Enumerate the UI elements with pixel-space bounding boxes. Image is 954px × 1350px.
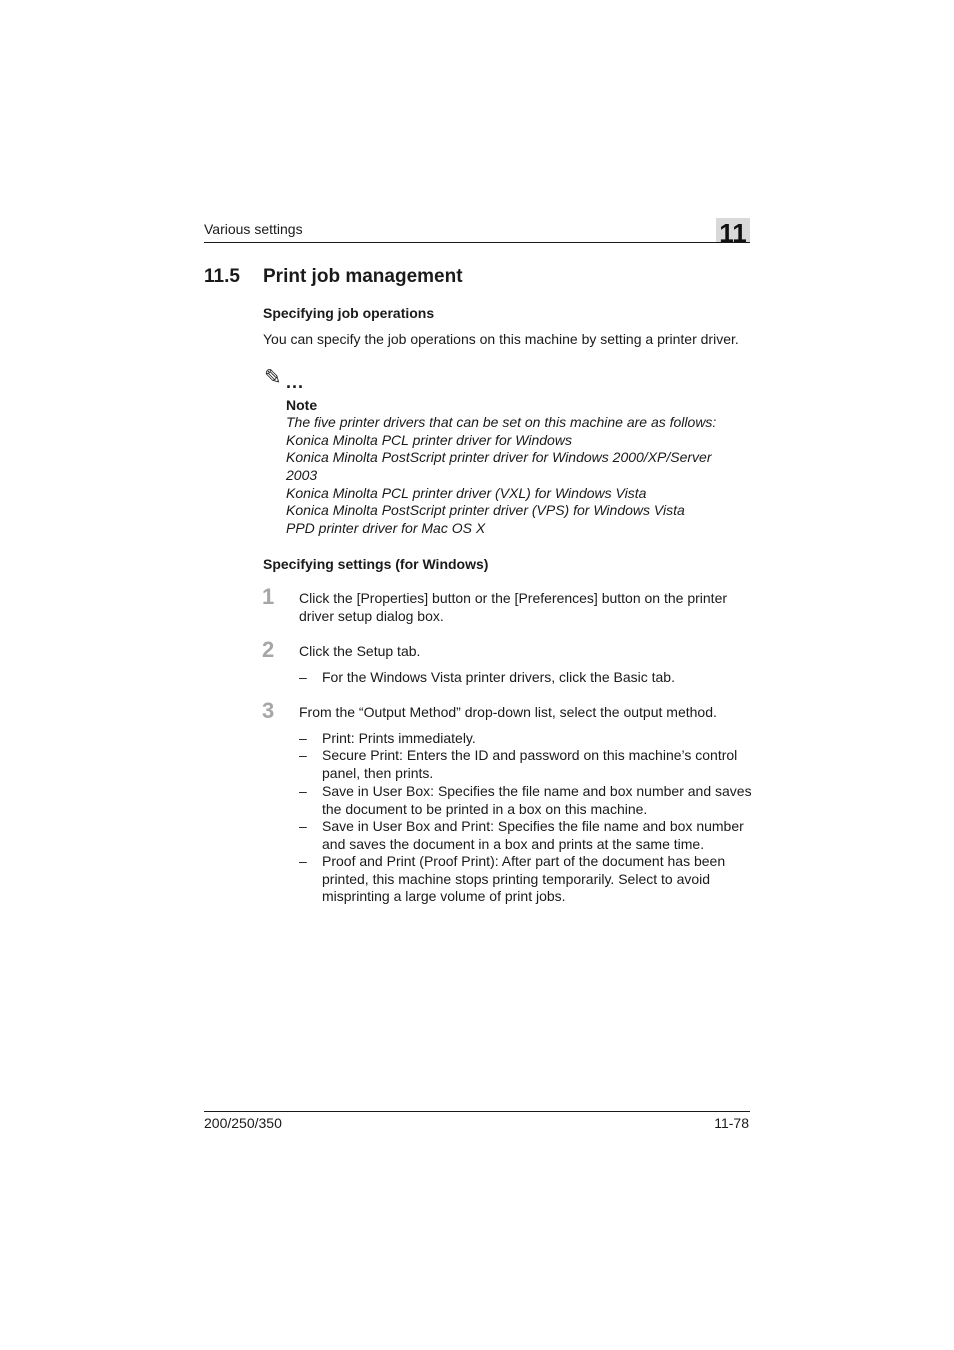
bullet-item: For the Windows Vista printer drivers, click the Basic tab. — [322, 669, 675, 685]
intro-paragraph: You can specify the job operations on this machine by setting a printer driver. — [263, 331, 739, 347]
step-number: 3 — [262, 698, 275, 723]
bullet-dash: – — [299, 853, 307, 869]
note-line: Konica Minolta PCL printer driver for Windows — [286, 432, 572, 448]
note-label: Note — [286, 397, 318, 413]
section-number: 11.5 — [204, 266, 240, 287]
note-line: Konica Minolta PostScript printer driver (VPS) for Windows Vista — [286, 502, 685, 518]
note-dots: ... — [286, 372, 305, 392]
step-text: Click the Setup tab. — [299, 643, 421, 659]
bullet-dash: – — [299, 730, 307, 746]
bullet-item: Secure Print: Enters the ID and password on this machine’s control panel, then prints. — [322, 747, 738, 781]
bullet-item: Proof and Print (Proof Print): After part of the document has been printed, this machine stops printing temporarily. Select to avoid misprinting a large volume of print jobs. — [322, 853, 726, 905]
pencil-icon: ✎ — [264, 366, 282, 389]
note-line: The five printer drivers that can be set on this machine are as follows: — [286, 414, 717, 430]
section-title: Print job management — [263, 266, 463, 287]
bullet-dash: – — [299, 669, 307, 685]
running-header: Various settings — [204, 221, 303, 237]
step-text: From the “Output Method” drop-down list, select the output method. — [299, 704, 717, 720]
footer-page-number: 11-78 — [714, 1115, 749, 1131]
step-number: 1 — [262, 584, 275, 609]
note-line: PPD printer driver for Mac OS X — [286, 520, 486, 536]
bullet-dash: – — [299, 818, 307, 834]
note-line: Konica Minolta PostScript printer driver for Windows 2000/XP/Server — [286, 449, 712, 465]
subsection-title-job-operations: Specifying job operations — [263, 305, 435, 321]
step-number: 2 — [262, 637, 275, 662]
step-text: Click the [Properties] button or the [Preferences] button on the printer driver setup dialog box. — [299, 590, 728, 624]
bullet-item: Save in User Box and Print: Specifies the file name and box number and saves the document in a box and prints at the same time. — [322, 818, 744, 852]
footer-divider — [204, 1111, 750, 1112]
bullet-dash: – — [299, 747, 307, 763]
bullet-item: Save in User Box: Specifies the file name and box number and saves the document to be printed in a box on this machine. — [322, 783, 752, 817]
bullet-item: Print: Prints immediately. — [322, 730, 476, 746]
note-line: Konica Minolta PCL printer driver (VXL) for Windows Vista — [286, 485, 647, 501]
footer-model: 200/250/350 — [204, 1115, 282, 1131]
header-divider — [204, 242, 750, 243]
chapter-number-badge: 11 — [716, 218, 750, 242]
bullet-dash: – — [299, 783, 307, 799]
note-line: 2003 — [286, 467, 318, 483]
subsection-title-windows-settings: Specifying settings (for Windows) — [263, 556, 489, 572]
